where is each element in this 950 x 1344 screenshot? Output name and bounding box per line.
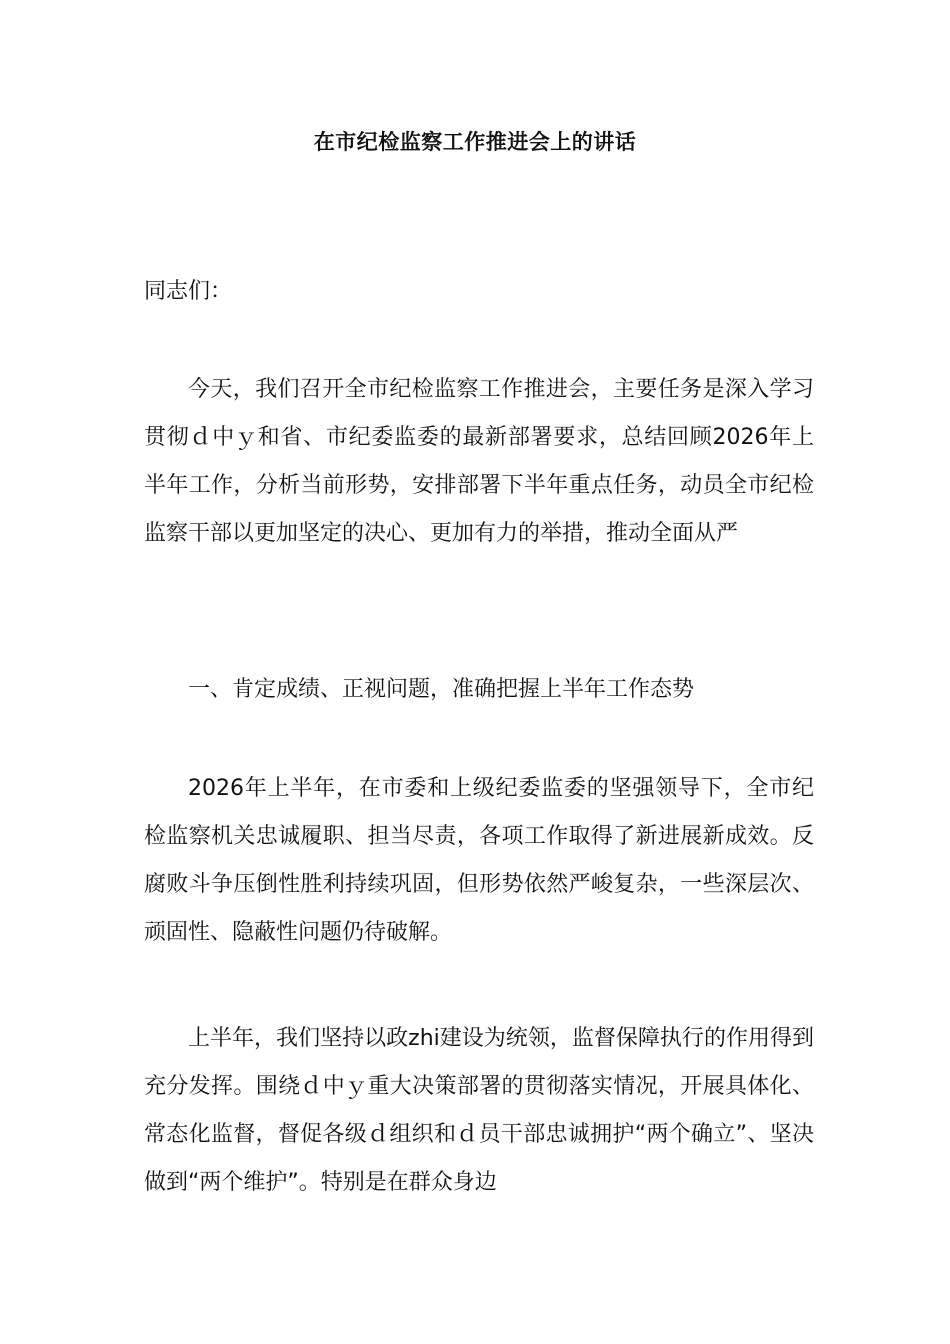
paragraph-achievements: 2026年上半年，在市委和上级纪委监委的坚强领导下，全市纪检监察机关忠诚履职、担当尽责，各项工作取得了新进展新成效。反腐败斗争压倒性胜利持续巩固，但形势依然严峻复杂，一些深层次、顽固性、隐蔽性问题仍待破解。 — [144, 776, 814, 945]
document-title: 在市纪检监察工作推进会上的讲话 — [313, 130, 637, 154]
salutation: 同志们： — [144, 279, 233, 304]
section-heading-1: 一、肯定成绩、正视问题，准确把握上半年工作态势 — [188, 677, 695, 702]
paragraph-intro: 今天，我们召开全市纪检监察工作推进会，主要任务是深入学习贯彻ｄ中ｙ和省、市纪委监委的最新部署要求，总结回顾2026年上半年工作，分析当前形势，安排部署下半年重点任务，动员全市纪检监察干部以更加坚定的决心、更加有力的举措，推动全面从严 — [144, 377, 814, 546]
paragraph-supervision: 上半年，我们坚持以政zhi建设为统领，监督保障执行的作用得到充分发挥。围绕ｄ中ｙ重大决策部署的贯彻落实情况，开展具体化、常态化监督，督促各级ｄ组织和ｄ员干部忠诚拥护“两个确立”、坚决做到“两个维护”。特别是在群众身边 — [144, 1026, 814, 1195]
